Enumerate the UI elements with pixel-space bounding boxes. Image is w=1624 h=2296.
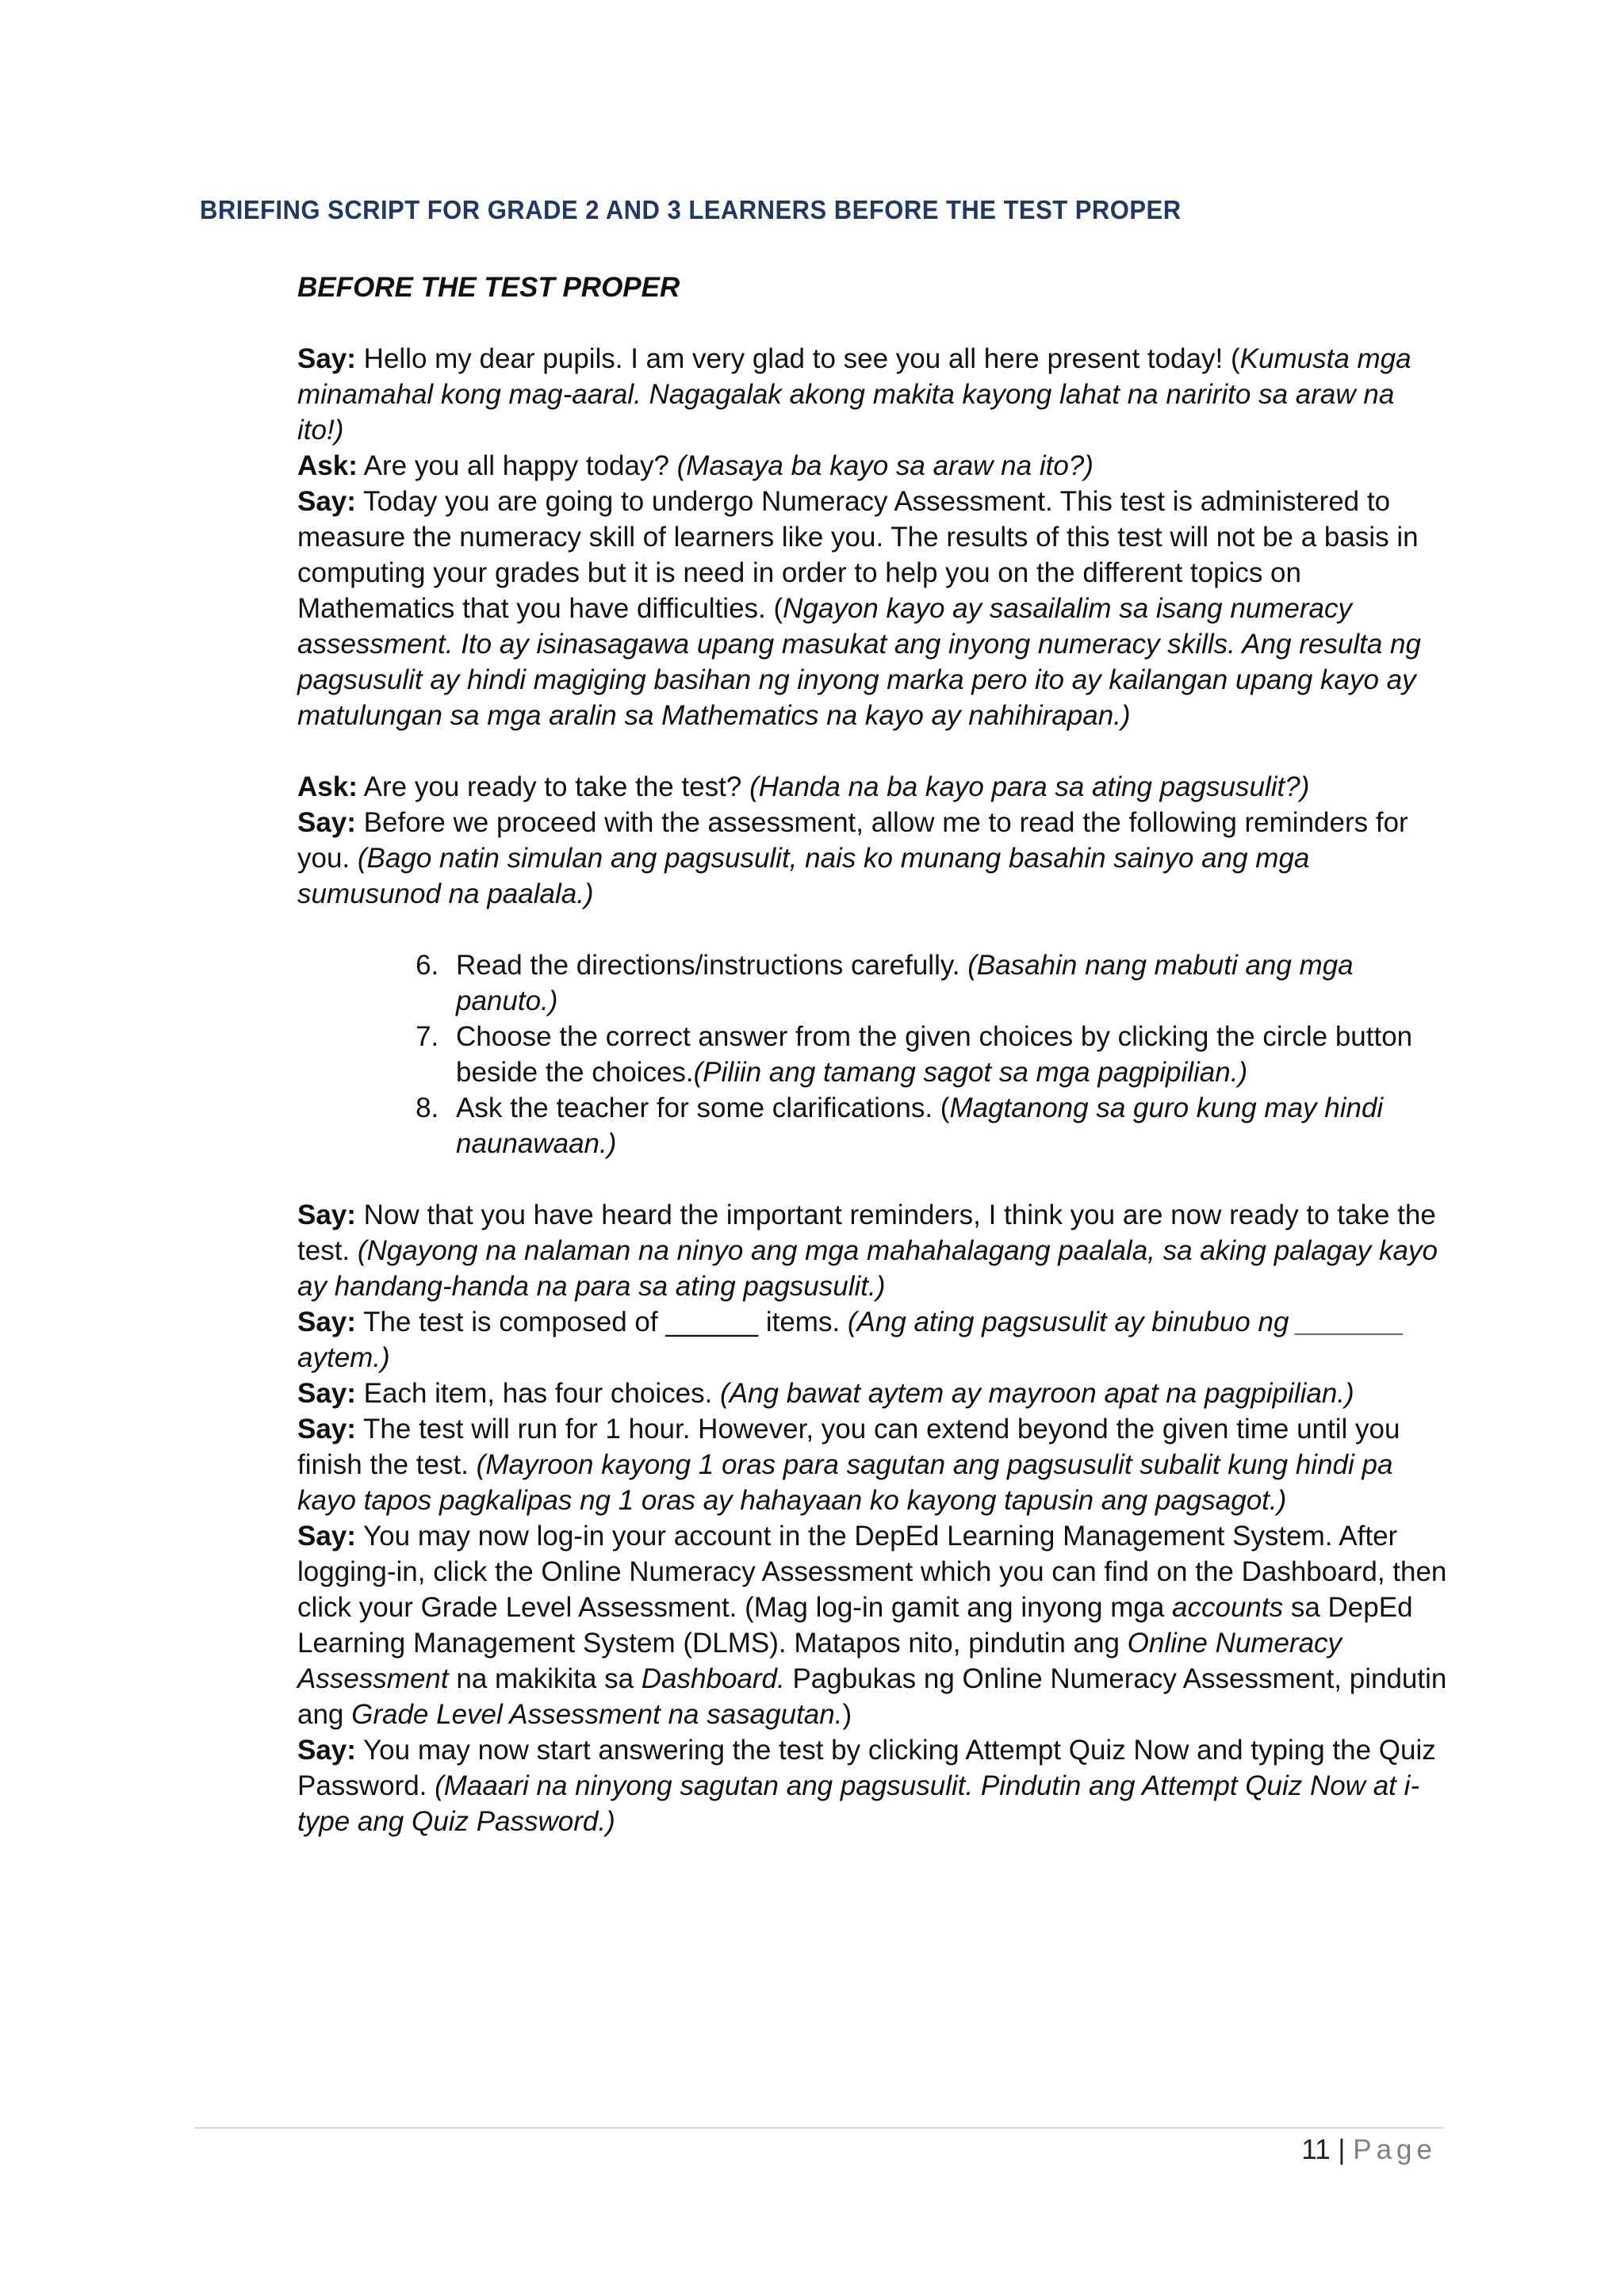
instruction-text: ) — [842, 1699, 852, 1730]
reminder-translation: (Piliin ang tamang sagot sa mga pagpipilian.) — [693, 1057, 1248, 1088]
paragraph-spacer — [297, 733, 1447, 769]
reminders-intro-paragraph — [297, 805, 1447, 912]
filipino-translation: (Ngayong na nalaman na ninyo ang mga mahahalagang paalala, sa aking palagay kayo ay handang-handa na para sa ating pagsusulit.) — [297, 1235, 1438, 1302]
english-text: The test is composed of ______ items. — [355, 1307, 848, 1337]
page-number: 11 — [1301, 2134, 1331, 2165]
paragraph-spacer — [297, 1161, 1447, 1197]
ready-question-paragraph — [297, 769, 1447, 805]
english-text: Now that you have heard the important reminders, I think you are now ready to take the test. — [297, 1200, 1436, 1266]
english-text: The test will run for 1 hour. However, you can extend beyond the given time until you finish the test. — [297, 1414, 1400, 1480]
reminder-text: Choose the correct answer from the given choices by clicking the circle button beside the choices. — [456, 1021, 1413, 1088]
say-label: Say: — [297, 1307, 356, 1337]
english-text: Are you ready to take the test? — [357, 771, 750, 802]
footer-divider — [194, 2127, 1443, 2129]
page-footer — [1301, 2134, 1437, 2166]
english-text: Before we proceed with the assessment, allow me to read the following reminders for you. — [297, 807, 1408, 874]
instruction-text: You may now log-in your account in the DepEd Learning Management System. After logging-in, click the Online Numeracy Assessment which you can find on the Dashboard, then click your Grade Level Assessment. (Mag log-in gamit ang inyong mga — [297, 1521, 1447, 1623]
say-label: Say: — [297, 343, 356, 374]
greeting-paragraph — [297, 341, 1447, 448]
choices-paragraph — [297, 1376, 1447, 1411]
footer-separator: | — [1330, 2134, 1354, 2165]
document-heading: BRIEFING SCRIPT FOR GRADE 2 AND 3 LEARNERS BEFORE THE TEST PROPER — [200, 195, 1182, 224]
instruction-italic: accounts — [1172, 1592, 1284, 1623]
english-text: Are you all happy today? — [357, 450, 677, 481]
filipino-translation: (Maaari na ninyong sagutan ang pagsusulit. Pindutin ang Attempt Quiz Now at i-type ang Quiz Password.) — [297, 1770, 1420, 1837]
say-label: Say: — [297, 1521, 356, 1552]
ask-label: Ask: — [297, 771, 358, 802]
instruction-italic: Dashboard. — [641, 1663, 785, 1694]
reminder-translation: Magtanong sa guro kung may hindi naunawaan.) — [456, 1093, 1384, 1159]
ready-to-test-paragraph — [297, 1197, 1447, 1304]
paragraph-spacer — [297, 912, 1447, 947]
filipino-translation: (Handa na ba kayo para sa ating pagsusulit?) — [749, 771, 1310, 802]
section-subheading: BEFORE THE TEST PROPER — [297, 272, 680, 303]
filipino-translation: Kumusta mga minamahal kong mag-aaral. Nagagalak akong makita kayong lahat na naririto sa araw na ito!) — [297, 343, 1411, 446]
english-text: You may now start answering the test by clicking Attempt Quiz Now and typing the Quiz Password. — [297, 1735, 1436, 1801]
page-word: Page — [1353, 2134, 1437, 2165]
filipino-translation: (Masaya ba kayo sa araw na ito?) — [676, 450, 1094, 481]
filipino-translation: (Mayroon kayong 1 oras para sagutan ang pagsusulit subalit kung hindi pa kayo tapos pagkalipas ng 1 oras ay hahayaan ko kayong tapusin ang pagsagot.) — [297, 1449, 1393, 1516]
ask-label: Ask: — [297, 450, 358, 481]
say-label: Say: — [297, 1414, 356, 1445]
reminders-list — [297, 947, 1447, 1161]
english-text: Hello my dear pupils. I am very glad to see you all here present today! ( — [355, 343, 1240, 374]
instruction-italic: Online Numeracy Assessment — [297, 1628, 1342, 1694]
instruction-text: sa DepEd Learning Management System (DLMS). Matapos nito, pindutin ang — [297, 1592, 1413, 1659]
duration-paragraph — [297, 1411, 1447, 1518]
say-label: Say: — [297, 1200, 356, 1230]
reminder-text: Ask the teacher for some clarifications. ( — [456, 1093, 950, 1123]
filipino-translation: (Ang ating pagsusulit ay binubuo ng _______ aytem.) — [297, 1307, 1405, 1373]
assessment-intro-paragraph — [297, 484, 1447, 733]
english-text: Each item, has four choices. — [355, 1378, 721, 1409]
reminder-item — [446, 947, 1447, 1019]
say-label: Say: — [297, 1378, 356, 1409]
reminder-item — [446, 1019, 1447, 1090]
start-test-paragraph — [297, 1732, 1447, 1839]
script-body — [297, 270, 1447, 1839]
instruction-text: Pagbukas ng Online Numeracy Assessment, pindutin ang — [297, 1663, 1447, 1730]
reminder-translation: (Basahin nang mabuti ang mga panuto.) — [456, 950, 1354, 1016]
english-text: Today you are going to undergo Numeracy Assessment. This test is administered to measure the numeracy skill of learners like you. The results of this test will not be a basis in computing your grades but it is need in order to help you on the different topics on Mathematics that you have difficulties. ( — [297, 486, 1419, 624]
say-label: Say: — [297, 807, 356, 838]
login-instructions-paragraph — [297, 1518, 1447, 1732]
say-label: Say: — [297, 486, 356, 517]
reminder-item — [446, 1090, 1447, 1161]
instruction-italic: Grade Level Assessment na sasagutan. — [351, 1699, 843, 1730]
say-label: Say: — [297, 1735, 356, 1766]
filipino-translation: Ngayon kayo ay sasailalim sa isang numeracy assessment. Ito ay isinasagawa upang masukat ang inyong numeracy skills. Ang resulta ng pagsusulit ay hindi magiging basihan ng inyong marka pero ito ay kailangan upang kayo ay matulungan sa mga aralin sa Mathematics na kayo ay nahihirapan.) — [297, 593, 1421, 731]
filipino-translation: (Bago natin simulan ang pagsusulit, nais ko munang basahin sainyo ang mga sumusunod na paalala.) — [297, 843, 1310, 909]
filipino-translation: (Ang bawat aytem ay mayroon apat na pagpipilian.) — [720, 1378, 1354, 1409]
item-count-paragraph — [297, 1304, 1447, 1376]
reminder-text: Read the directions/instructions carefully. — [456, 950, 968, 981]
instruction-text: na makikita sa — [448, 1663, 642, 1694]
happy-question-paragraph — [297, 448, 1447, 484]
